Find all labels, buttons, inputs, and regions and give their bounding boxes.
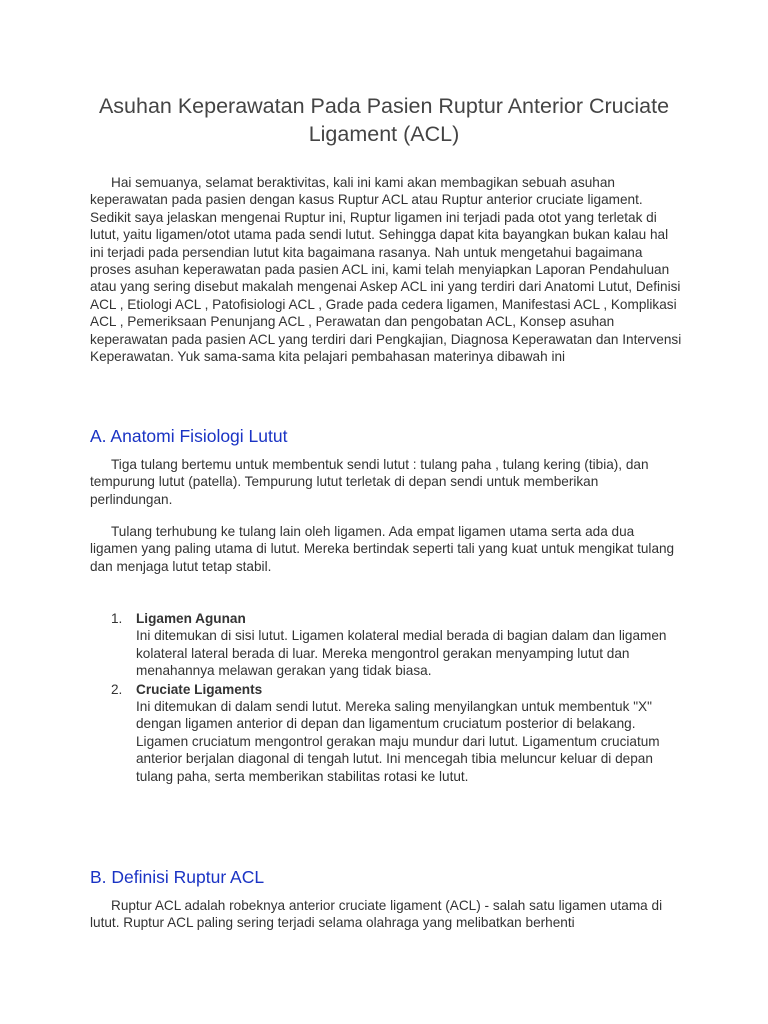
list-item-number: 1. <box>111 611 123 626</box>
list-item-text: Ini ditemukan di dalam sendi lutut. Mereka saling menyilangkan untuk membentuk "X" dengan ligamen anterior di depan dan ligamentum cruciatum posterior di belakang. Ligamen cruciatum mengontrol gerakan maju mundur dari lutut. Ligamentum cruciatum anterior berjalan diagonal di tengah lutut. Ini mencegah tibia meluncur keluar di depan tulang paha, serta memberikan stabilitas rotasi ke lutut. <box>136 699 660 784</box>
list-item <box>90 610 682 680</box>
list-item-title: Ligamen Agunan <box>136 611 246 626</box>
section-b-heading: B. Definisi Ruptur ACL <box>90 867 265 887</box>
section-b-paragraph-1: Ruptur ACL adalah robeknya anterior cruciate ligament (ACL) - salah satu ligamen utama di lutut. Ruptur ACL paling sering terjadi selama olahraga yang melibatkan berhenti <box>90 898 663 931</box>
section-a-paragraph-1: Tiga tulang bertemu untuk membentuk sendi lutut : tulang paha , tulang kering (tibia), dan tempurung lutut (patella). Tempurung lutut terletak di depan sendi untuk memberikan perlindungan. <box>90 457 649 507</box>
ligament-list <box>90 610 682 786</box>
list-item-text: Ini ditemukan di sisi lutut. Ligamen kolateral medial berada di bagian dalam dan ligamen kolateral lateral berada di luar. Mereka mengontrol gerakan menyamping lutut dan menahannya melawan gerakan yang tidak biasa. <box>136 628 667 679</box>
list-item-title: Cruciate Ligaments <box>136 681 263 697</box>
list-item <box>90 681 682 785</box>
section-a-heading: A. Anatomi Fisiologi Lutut <box>90 426 288 446</box>
document-title: Asuhan Keperawatan Pada Pasien Ruptur Anterior Cruciate Ligament (ACL) <box>98 94 670 146</box>
intro-paragraph: Hai semuanya, selamat beraktivitas, kali ini kami akan membagikan sebuah asuhan keperawatan pada pasien dengan kasus Ruptur ACL atau Ruptur anterior cruciate ligament. Sedikit saya jelaskan mengenai Ruptur ini, Ruptur ligamen ini terjadi pada otot yang terletak di lutut, yaitu ligamen/otot utama pada sendi lutut. Sehingga dapat kita bayangkan bukan kalau hal ini terjadi pada persendian lutut kita bagaimana rasanya. Nah untuk mengetahui bagaimana proses asuhan keperawatan pada pasien ACL ini, kami telah menyiapkan Laporan Pendahuluan atau yang sering disebut makalah mengenai Askep ACL ini yang terdiri dari Anatomi Lutut, Definisi ACL , Etiologi ACL , Patofisiologi ACL , Grade pada cedera ligamen, Manifestasi ACL , Komplikasi ACL , Pemeriksaan Penunjang ACL , Perawatan dan pengobatan ACL, Konsep asuhan keperawatan pada pasien ACL yang terdiri dari Pengkajian, Diagnosa Keperawatan dan Intervensi Keperawatan. Yuk sama-sama kita pelajari pembahasan materinya dibawah ini <box>90 175 682 365</box>
list-item-number: 2. <box>111 681 123 697</box>
section-a-paragraph-2: Tulang terhubung ke tulang lain oleh ligamen. Ada empat ligamen utama serta ada dua ligamen yang paling utama di lutut. Mereka bertindak seperti tali yang kuat untuk mengikat tulang dan menjaga lutut tetap stabil. <box>90 524 675 574</box>
